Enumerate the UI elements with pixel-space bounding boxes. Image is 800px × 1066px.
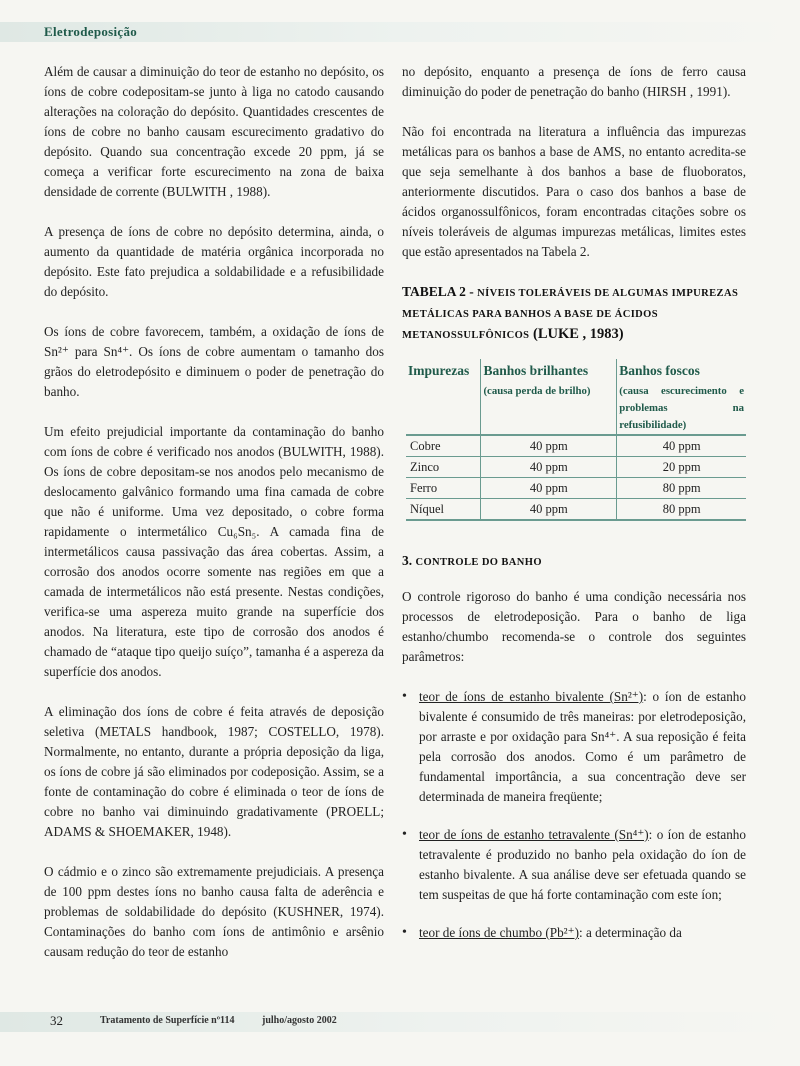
magazine-name: Tratamento de Superfície nº114 [100,1015,235,1026]
list-item-text: : a determinação da [578,925,682,940]
list-item [402,923,746,943]
paragraph: A presença de íons de cobre no depósito determina, ainda, o aumento da quantidade de matéria orgânica incorporada no depósito. Este fato prejudica a soldabilidade e a refusibilidade do depósito. [44,224,384,299]
table-cell: 40 ppm [481,499,617,521]
table-row [406,499,746,521]
table-cell: Zinco [406,457,481,478]
section-number: 3. [402,553,416,568]
table-cell: 40 ppm [481,478,617,499]
table-row [406,457,746,478]
paragraph: O cádmio e o zinco são extremamente prejudiciais. A presença de 100 ppm destes íons no banho causa falta de aderência e problemas de soldabilidade do depósito (KUSHNER, 1974). Contaminações do banho com íons de antimônio e arsênio causam redução do teor de estanho [44,864,384,959]
issue-date: julho/agosto 2002 [262,1015,337,1026]
page-number: 32 [50,1013,63,1028]
section-title: Eletrodeposição [44,24,138,39]
paragraph: Um efeito prejudicial importante da contaminação do banho com íons de cobre é verificado nos anodos (BULWITH, 1988). Os íons de cobre depositam-se nos anodos pelo mecanismo de deslocamento galvânico formando uma fina camada de cobre que não é uniforme. Uma vez depositado, o cobre forma rapidamente o intermetálico Cu₆Sn₅. A camada fina de intermetálicos causa passivação das área cobertas. Assim, a corrosão dos anodos ocorre somente nas regiões em que a camada de intermetálicos não está presente. Nestas condições, verifica-se uma aspereza muito grande na superfície dos anodos. Na literatura, este tipo de corrosão dos anodos é chamado de “ataque tipo queijo suíço”, tamanha é a aspereza da superfície dos anodos. [44,424,384,679]
list-item-term: teor de íons de chumbo (Pb²⁺) [419,925,579,940]
table-header-impurezas: Impurezas [406,359,481,435]
bullet-icon: • [402,827,407,842]
left-column [44,62,384,982]
paragraph: no depósito, enquanto a presença de íons de ferro causa diminuição do poder de penetração do banho (HIRSH , 1991). [402,64,746,99]
table-cell: Níquel [406,499,481,521]
table-title-caption: NÍVEIS TOLERÁVEIS DE ALGUMAS IMPUREZAS METÁLICAS PARA BANHOS A BASE DE ÁCIDOS METANOSSULFÔNICOS [402,288,739,341]
table-header-foscos: Banhos foscos (causa escurecimento e problemas na refusibilidade) [617,359,746,435]
parameter-list [402,687,746,943]
right-column [402,62,746,961]
table-cell: 40 ppm [481,457,617,478]
bullet-icon: • [402,689,407,704]
table-cell: 20 ppm [617,457,746,478]
section-heading [402,551,746,573]
impurities-table [406,359,746,521]
paragraph: Os íons de cobre favorecem, também, a oxidação de íons de Sn²⁺ para Sn⁴⁺. Os íons de cobre aumentam o tamanho dos grãos do eletrodepósito e diminuem o poder de penetração do banho. [44,324,384,399]
list-item-term: teor de íons de estanho bivalente (Sn²⁺) [419,689,644,704]
table-cell: 40 ppm [481,435,617,457]
table-title-lead: TABELA 2 - [402,284,478,299]
paragraph: O controle rigoroso do banho é uma condição necessária nos processos de eletrodeposição. Para o banho de liga estanho/chumbo recomenda-se o controle dos seguintes parâmetros: [402,589,746,664]
list-item-text: : o íon de estanho bivalente é consumido de três maneiras: por eletrodeposição, por arraste e por oxidação para Sn⁴⁺. A sua reposição é feita pela corrosão dos anodos. Como é um parâmetro de fundamental importância, a sua concentração deve ser determinada de maneira freqüente; [419,689,746,804]
paragraph: Além de causar a diminuição do teor de estanho no depósito, os íons de cobre codepositam-se junto à liga no catodo causando alterações na coloração do depósito. Quantidades crescentes de íons de cobre no banho causam escurecimento gradativo do depósito. Quando sua concentração excede 20 ppm, já se começa a verificar forte escurecimento na zona de baixa densidade de corrente (BULWITH , 1988). [44,64,384,199]
paragraph: Não foi encontrada na literatura a influência das impurezas metálicas para os banhos a base de AMS, no entanto acredita-se que seja semelhante à dos banhos a base de fluoboratos, anteriormente discutidos. Para o caso dos banhos a base de ácidos organossulfônicos, foram encontradas citações sobre os níveis toleráveis de algumas impurezas metálicas, limites estes que estão apresentados na Tabela 2. [402,124,746,259]
table-cell: 80 ppm [617,499,746,521]
list-item-text: : o íon de estanho tetravalente é produzido no banho pela oxidação do íon de estanho bivalente. A sua análise deve ser efetuada quando se tem suspeitas de que há forte contaminação com este íon; [419,827,746,902]
table-row [406,478,746,499]
list-item-term: teor de íons de estanho tetravalente (Sn⁴⁺) [419,827,649,842]
bullet-icon: • [402,925,407,940]
table-cell: 80 ppm [617,478,746,499]
table-title-reference: (LUKE , 1983) [529,326,624,342]
section-heading-text: CONTROLE DO BANHO [415,557,542,568]
paragraph: A eliminação dos íons de cobre é feita através de deposição seletiva (METALS handbook, 1987; COSTELLO, 1978). Normalmente, no entanto, durante a própria deposição da liga, os íons de cobre já são eliminados por codeposição. Assim, se a fonte de contaminação do cobre é eliminada o teor de íons de cobre no banho vai diminuindo gradativamente (PROELL; ADAMS & SHOEMAKER, 1948). [44,704,384,839]
table-cell: 40 ppm [617,435,746,457]
list-item [402,825,746,905]
table-cell: Cobre [406,435,481,457]
table-header-brilhantes: Banhos brilhantes (causa perda de brilho) [481,359,617,435]
list-item [402,687,746,807]
table-row [406,435,746,457]
table-title [402,282,746,345]
table-cell: Ferro [406,478,481,499]
